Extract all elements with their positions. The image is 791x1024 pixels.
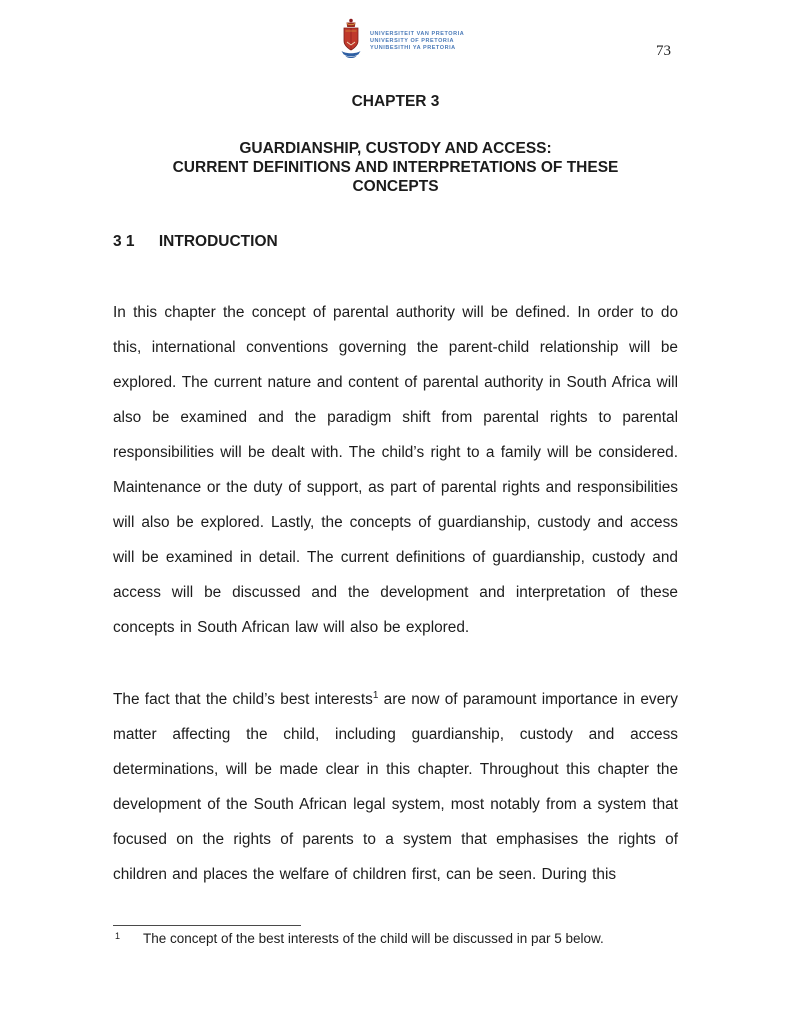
chapter-title: [113, 139, 678, 196]
logo-text-line: UNIVERSITEIT VAN PRETORIA: [370, 31, 465, 37]
footnote: [113, 930, 678, 947]
logo-text-line: YUNIBESITHI YA PRETORIA: [370, 45, 456, 51]
paragraph-text: are now of paramount importance in every matter affecting the child, including guardianship, custody and access determinations, will be made clear in this chapter. Throughout this chapter the development of the South African legal system, most notably from a system that focused on the rights of parents to a system that emphasises the rights of children and places the welfare of children first, can be seen. During this: [113, 691, 678, 883]
footnote-area: [113, 925, 678, 947]
title-line: CONCEPTS: [352, 178, 439, 195]
logo-text-line: UNIVERSITY OF PRETORIA: [370, 38, 455, 44]
footnote-reference: 1: [372, 689, 379, 701]
page-number: 73: [656, 43, 671, 59]
footnote-marker: 1: [115, 931, 121, 941]
footnote-text: The concept of the best interests of the child will be discussed in par 5 below.: [143, 931, 604, 946]
title-line: CURRENT DEFINITIONS AND INTERPRETATIONS OF THESE: [172, 159, 619, 176]
document-content: [113, 0, 678, 892]
paragraph: [113, 682, 678, 892]
chapter-heading: CHAPTER 3: [351, 93, 440, 110]
paragraph: In this chapter the concept of parental authority will be defined. In order to do this, international conventions governing the parent-child relationship will be explored. The current nature and content of parental authority in South Africa will also be examined and the paradigm shift from parental rights to parental responsibilities will be dealt with. The child’s right to a family will be considered. Maintenance or the duty of support, as part of parental rights and responsibilities will also be explored. Lastly, the concepts of guardianship, custody and access will be examined in detail. The current definitions of guardianship, custody and access will be discussed and the development and interpretation of these concepts in South African law will also be explored.: [113, 304, 678, 636]
paragraph-text: The fact that the child’s best interests: [113, 691, 373, 708]
section-title: INTRODUCTION: [158, 233, 278, 250]
title-line: GUARDIANSHIP, CUSTODY AND ACCESS:: [239, 140, 552, 157]
section-number: 3 1: [113, 233, 135, 250]
footnote-separator: [113, 925, 301, 926]
section-heading: [113, 232, 678, 251]
